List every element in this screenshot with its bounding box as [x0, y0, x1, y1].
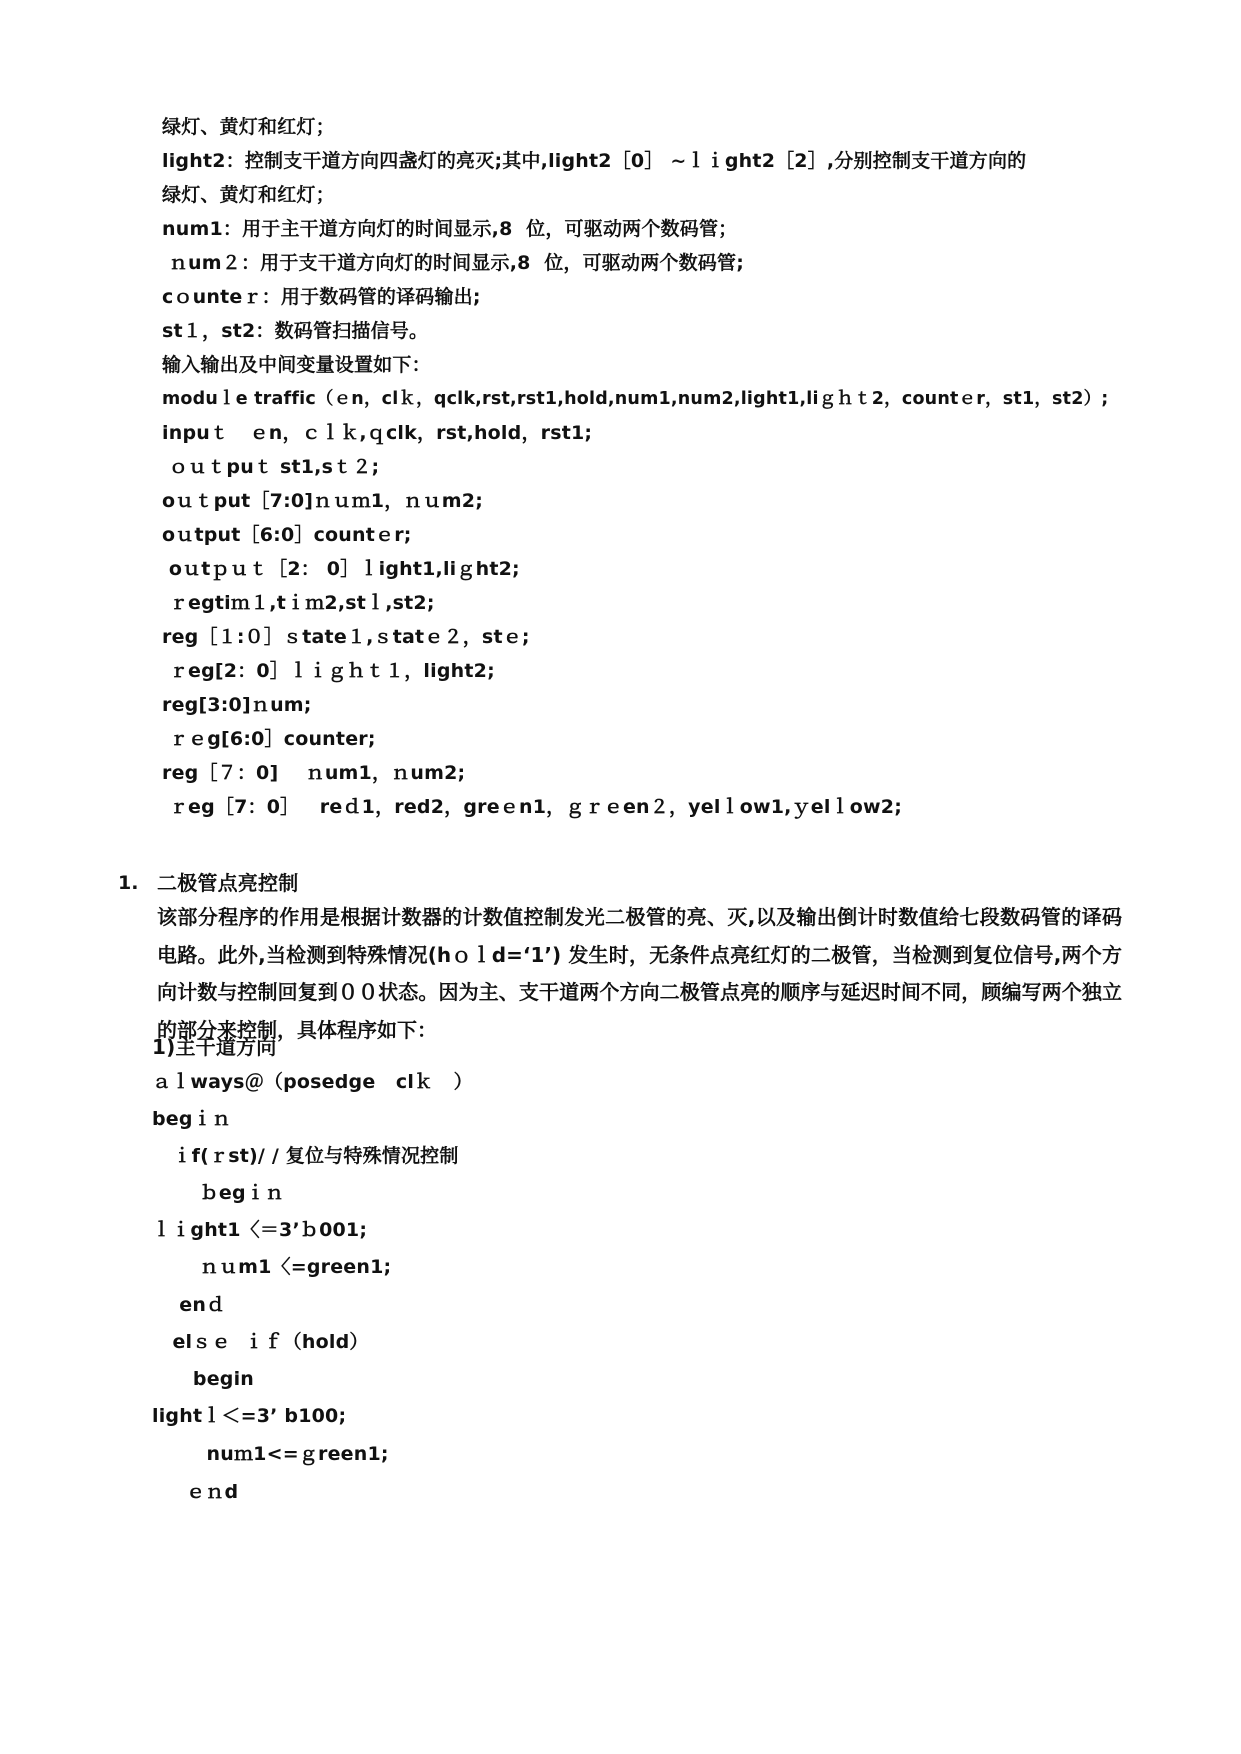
code-line: begｉｎ [152, 1108, 232, 1130]
code-line: ｌｉght1〈＝3’ｂ001; [152, 1219, 368, 1241]
code-line: ｏｕｔpuｔ st1,sｔ２; [162, 456, 380, 478]
code-line: ｒｅg[6:0］counter; [162, 728, 376, 750]
code-line: ｒeg［7：0］ reｄ1，red2，greｅn1，ｇｒｅen２，yelｌow1,ｙelｌow2; [162, 796, 903, 818]
code-line: reg［１:０］ｓtate１,ｓtatｅ２，stｅ; [162, 626, 530, 648]
code-line: oｕtｐｕｔ［2： 0］ｌight1,liｇht2; [162, 558, 520, 580]
section-number: 1. [118, 872, 139, 894]
code-line: ｂegｉｎ [152, 1182, 285, 1204]
code-line: enｄ [152, 1294, 226, 1316]
text-line: ｎum２：用于支干道方向灯的时间显示,8 位，可驱动两个数码管; [162, 252, 745, 274]
code-line: ｅｎd [152, 1481, 239, 1503]
text-line: light2：控制支干道方向四盏灯的亮灭;其中,light2［0］ ~ｌｉght2［2］,分别控制支干道方向的 [162, 150, 1027, 172]
code-line: ａｌways＠（posedge clｋ ） [152, 1071, 473, 1093]
code-line: reg[3:0]ｎum; [162, 694, 312, 716]
code-line: nuｍ1<=ｇreen1; [152, 1443, 389, 1465]
text-line: num1：用于主干道方向灯的时间显示,8 位，可驱动两个数码管； [162, 218, 738, 240]
code-line: reg［７：0] ｎum1，ｎum2; [162, 762, 466, 784]
code-line: ｉf(ｒst)/ / 复位与特殊情况控制 [152, 1145, 459, 1167]
section-paragraph: 该部分程序的作用是根据计数器的计数值控制发光二极管的亮、灭,以及输出倒计时数值给七段数码管的译码电路。此外,当检测到特殊情况(hｏｌd=‘1’) 发生时，无条件点亮红灯的二极管，当检测到复位信号,两个方向计数与控制回复到００状态。因为主、支干道两个方向二极管点亮的顺序与延迟时间不同，顾编写两个独立的部分来控制，具体程序如下： [157, 905, 1122, 1042]
code-line: oｕｔput［7:0]ｎｕｍ1，ｎｕm2; [162, 490, 484, 512]
code-line: elｓｅ ｉｆ（hold） [152, 1331, 369, 1353]
text-line: cｏunteｒ：用于数码管的译码输出; [162, 286, 481, 308]
code-line: oｕtput［6:0］countｅr; [162, 524, 412, 546]
code-line: begin [152, 1368, 255, 1390]
code-line: ｒegtiｍ１,tｉｍ2,stｌ,st2; [162, 592, 435, 614]
text-line: st１，st2：数码管扫描信号。 [162, 320, 429, 342]
section-heading: 二极管点亮控制 [157, 871, 299, 895]
text-line: 输入输出及中间变量设置如下： [162, 354, 431, 376]
code-line: ｎｕm1〈=green1; [152, 1256, 392, 1278]
sub-heading: 1)主干道方向 [152, 1035, 277, 1059]
code-line: moduｌe traffic（ｅn，clｋ，qclk,rst,rst1,hold,num1,num2,light1,liｇｈｔ2，countｅr，st1，st2）; [162, 389, 1109, 409]
text-line: 绿灯、黄灯和红灯； [162, 184, 335, 206]
code-line: lightｌ＜=3’ b100; [152, 1405, 347, 1427]
code-line: ｒeg[2：0］ｌｉｇｈｔ１，light2; [162, 660, 495, 682]
code-line: inpuｔ ｅn，ｃｌｋ,ｑclk，rst,hold，rst1; [162, 422, 593, 444]
text-line: 绿灯、黄灯和红灯； [162, 116, 335, 138]
